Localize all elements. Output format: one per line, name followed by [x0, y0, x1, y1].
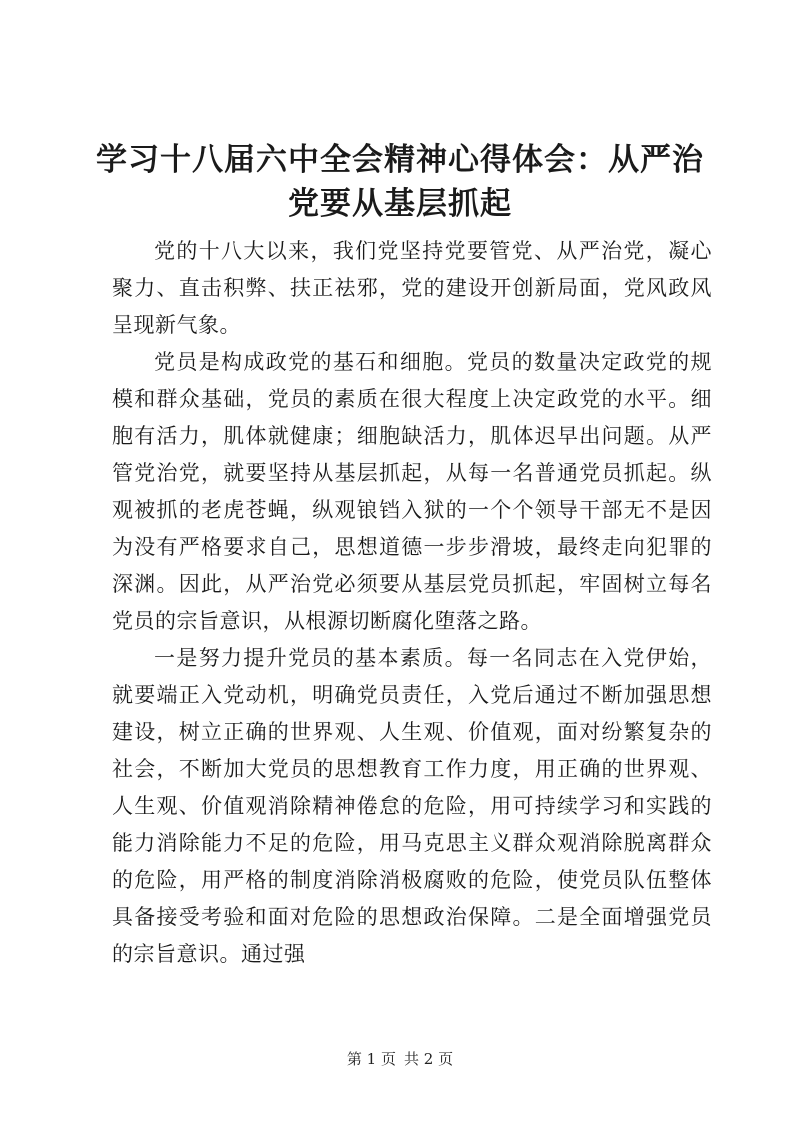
document-title: 学习十八届六中全会精神心得体会：从严治党要从基层抓起: [96, 142, 704, 222]
paragraph: 一是努力提升党员的基本素质。每一名同志在入党伊始，就要端正入党动机，明确党员责任，入党后通过不断加强思想建设，树立正确的世界观、人生观、价值观，面对纷繁复杂的社会，不断加大党员的思想教育工作力度，用正确的世界观、人生观、价值观消除精神倦怠的危险，用可持续学习和实践的能力消除能力不足的危险，用马克思主义群众观消除脱离群众的危险，用严格的制度消除消极腐败的危险，使党员队伍整体具备接受考验和面对危险的思想政治保障。二是全面增强党员的宗旨意识。通过强: [112, 646, 712, 966]
page-total: 共 2 页: [404, 1050, 454, 1068]
paragraph: 党员是构成政党的基石和细胞。党员的数量决定政党的规模和群众基础，党员的素质在很大程度上决定政党的水平。细胞有活力，肌体就健康；细胞缺活力，肌体迟早出问题。从严管党治党，就要坚持从基层抓起，从每一名普通党员抓起。纵观被抓的老虎苍蝇，纵观锒铛入狱的一个个领导干部无不是因为没有严格要求自己，思想道德一步步滑坡，最终走向犯罪的深渊。因此，从严治党必须要从基层党员抓起，牢固树立每名党员的宗旨意识，从根源切断腐化堕落之路。: [112, 350, 712, 633]
page-footer: [0, 1048, 800, 1069]
paragraph: 党的十八大以来，我们党坚持党要管党、从严治党，凝心聚力、直击积弊、扶正祛邪，党的建设开创新局面，党风政风呈现新气象。: [112, 239, 712, 337]
page-number: 第 1 页: [346, 1050, 396, 1068]
document-body: [112, 233, 712, 973]
